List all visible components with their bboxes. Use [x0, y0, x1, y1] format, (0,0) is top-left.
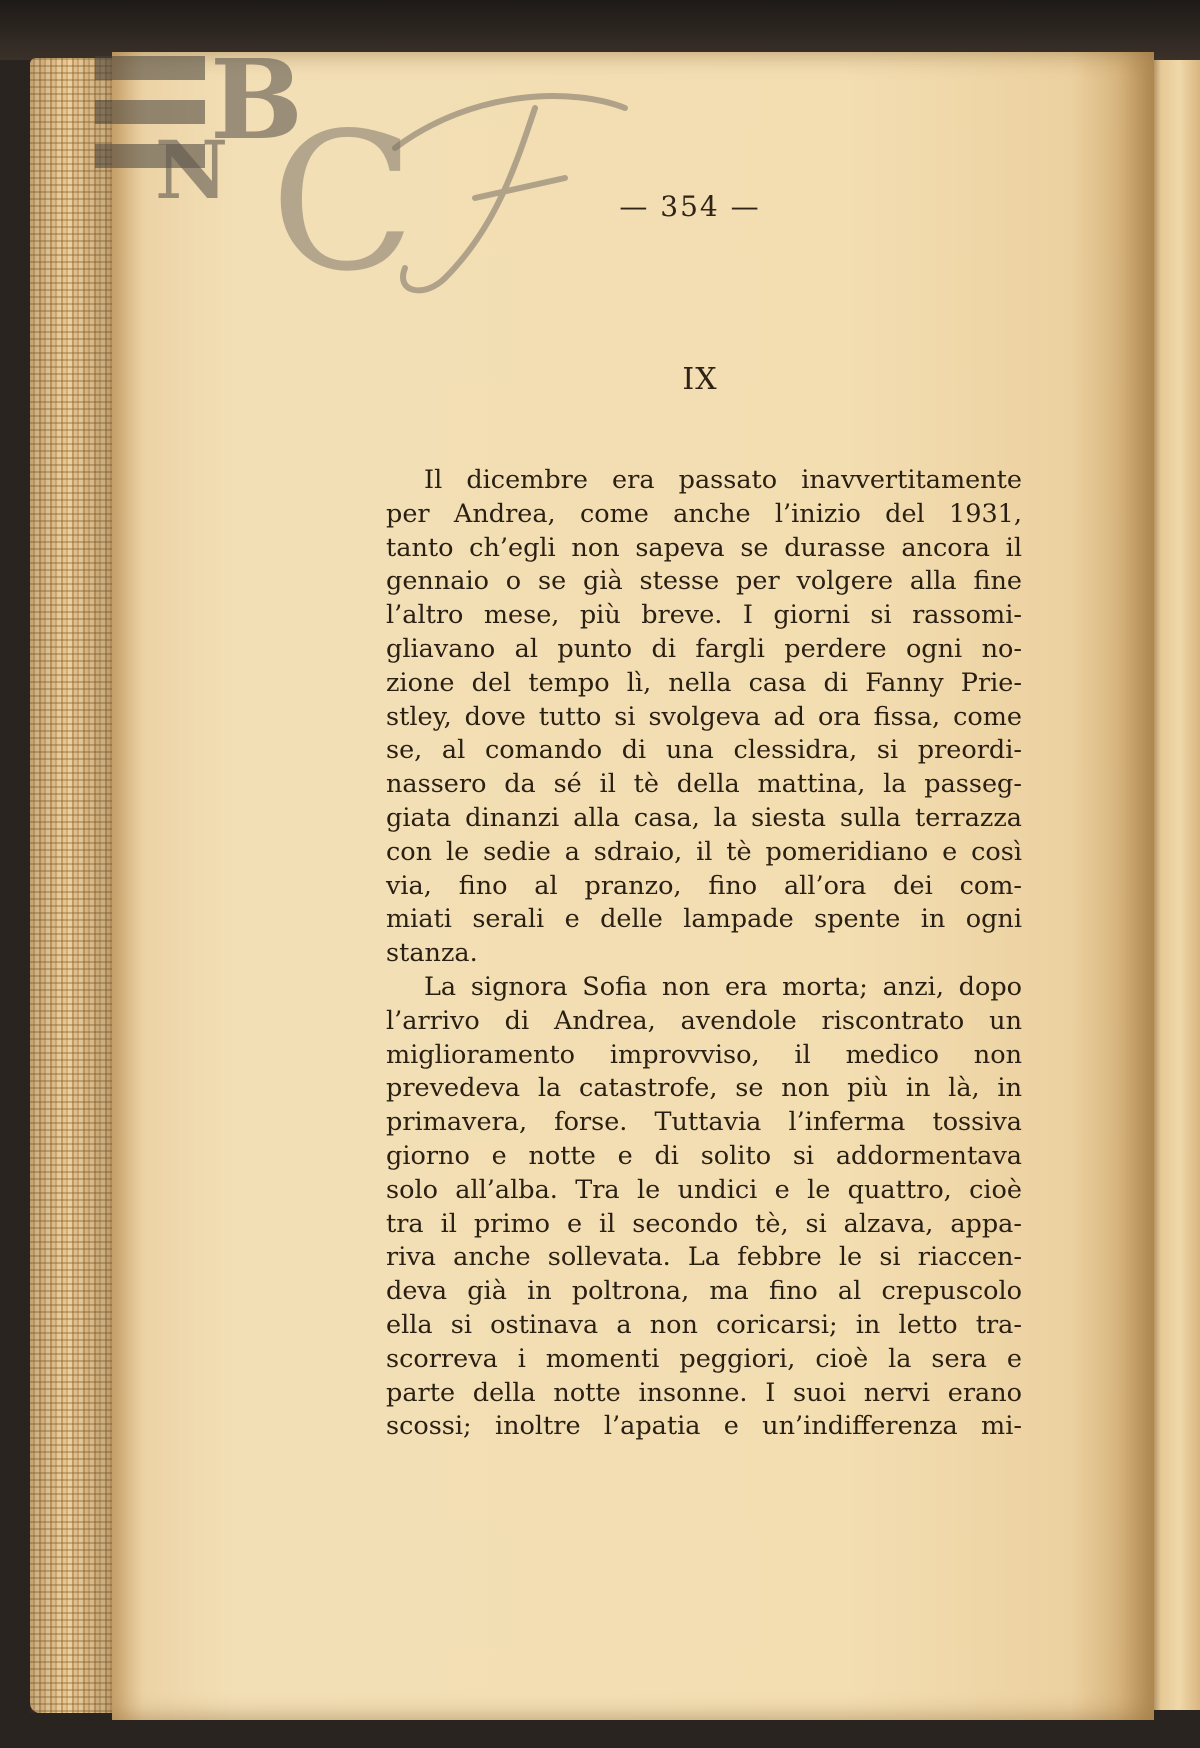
text-line: per Andrea, come anche l’inizio del 1931,: [386, 498, 1022, 529]
text-line: zione del tempo lì, nella casa di Fanny Prie-: [386, 667, 1022, 698]
text-line: miglioramento improvviso, il medico non: [386, 1039, 1022, 1070]
text-line: via, fino al pranzo, fino all’ora dei com-: [386, 870, 1022, 901]
text-line: solo all’alba. Tra le undici e le quattro, cioè: [386, 1174, 1022, 1205]
text-line: scossi; inoltre l’apatia e un’indifferenza mi-: [386, 1411, 1022, 1442]
text-line: nassero da sé il tè della mattina, la passeg-: [386, 769, 1022, 800]
text-line: l’arrivo di Andrea, avendole riscontrato un: [386, 1005, 1022, 1036]
text-line: gliavano al punto di fargli perdere ogni no-: [386, 633, 1022, 664]
text-line: miati serali e delle lampade spente in ogni: [386, 904, 1022, 935]
text-line: deva già in poltrona, ma fino al crepuscolo: [386, 1276, 1022, 1307]
text-line: gennaio o se già stesse per volgere alla fine: [386, 566, 1022, 597]
text-line: scorreva i momenti peggiori, cioè la sera e: [386, 1343, 1022, 1374]
text-line: ella si ostinava a non coricarsi; in letto tra-: [386, 1309, 1022, 1340]
text-line: La signora Sofia non era morta; anzi, dopo: [424, 971, 1022, 1002]
text-line: giata dinanzi alla casa, la siesta sulla terrazza: [386, 802, 1022, 833]
text-line: se, al comando di una clessidra, si preordi-: [386, 735, 1022, 766]
bncf-watermark-logo: [95, 28, 715, 328]
text-line: riva anche sollevata. La febbre le si riaccen-: [386, 1242, 1022, 1273]
text-line: primavera, forse. Tuttavia l’inferma tossiva: [386, 1107, 1022, 1138]
text-line: parte della notte insonne. I suoi nervi erano: [386, 1377, 1022, 1408]
text-line: tanto ch’egli non sapeva se durasse ancora il: [386, 532, 1022, 563]
body-text: [386, 464, 1022, 1444]
text-line: stley, dove tutto si svolgeva ad ora fissa, come: [386, 701, 1022, 732]
svg-text:C: C: [270, 92, 416, 313]
svg-text:N: N: [155, 123, 229, 217]
text-line: con le sedie a sdraio, il tè pomeridiano e così: [386, 836, 1022, 867]
text-line: Il dicembre era passato inavvertitamente: [424, 465, 1022, 495]
facing-page-edge: [1148, 60, 1200, 1710]
text-line: prevedeva la catastrofe, se non più in là, in: [386, 1073, 1022, 1104]
text-line: l’altro mese, più breve. I giorni si rassomi-: [386, 600, 1022, 631]
text-line: tra il primo e il secondo tè, si alzava, appa-: [386, 1208, 1022, 1239]
text-line: stanza.: [386, 938, 478, 969]
page-number: — 354 —: [619, 190, 761, 223]
chapter-heading: IX: [682, 362, 718, 397]
text-line: giorno e notte e di solito si addormentava: [386, 1140, 1022, 1171]
svg-text:B: B: [210, 35, 303, 164]
